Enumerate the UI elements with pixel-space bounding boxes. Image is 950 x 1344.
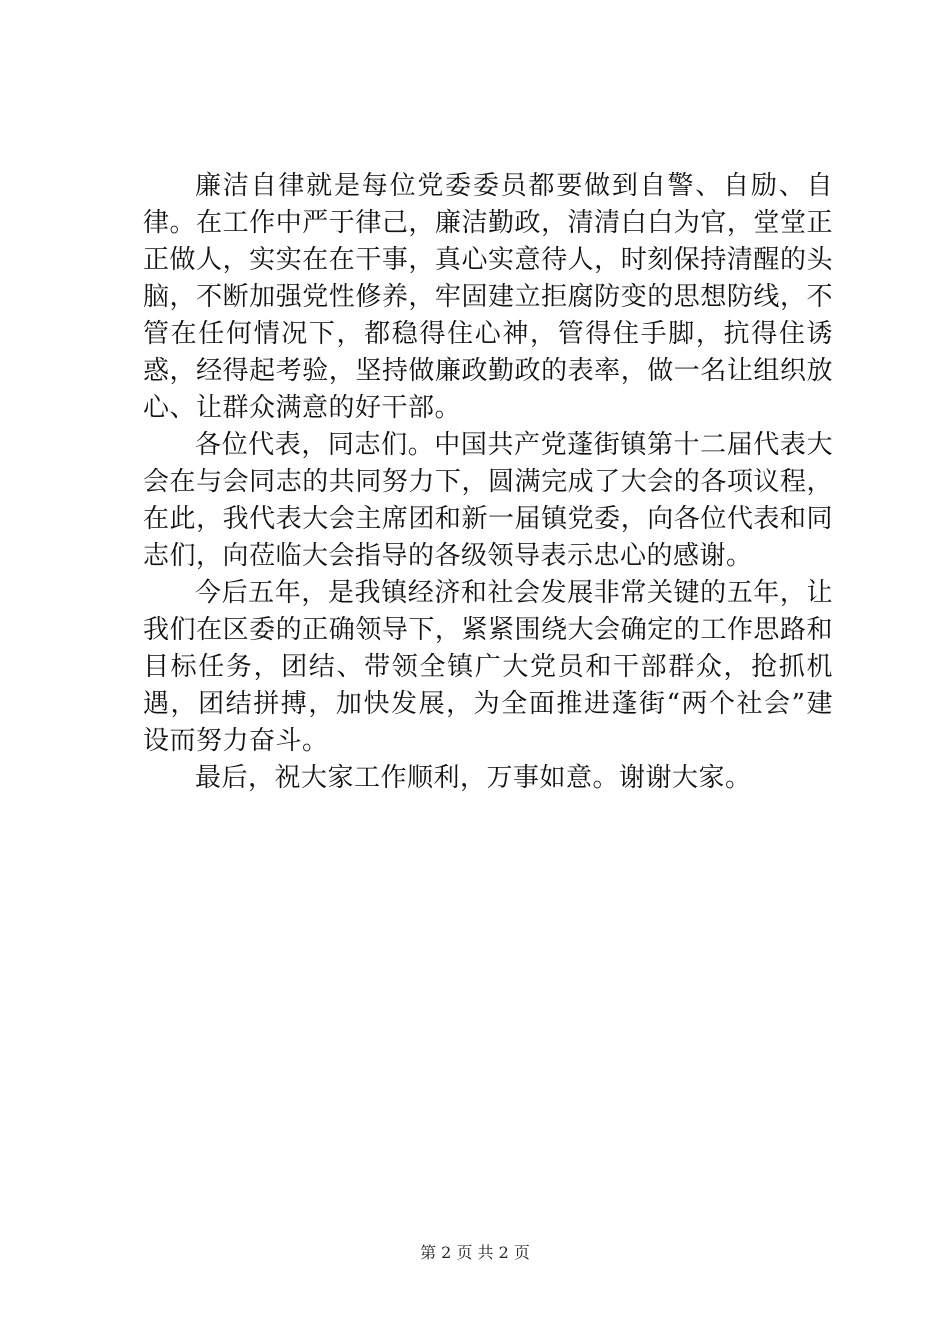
page-number-footer: 第 2 页 共 2 页: [420, 1243, 530, 1262]
paragraph-thanks: 各位代表，同志们。中国共产党蓬街镇第十二届代表大会在与会同志的共同努力下，圆满完成了大会的各项议程，在此，我代表大会主席团和新一届镇党委，向各位代表和同志们，向莅临大会指导的各级领导表示忠心的感谢。: [143, 430, 833, 571]
paragraph-closing: 最后，祝大家工作顺利，万事如意。谢谢大家。: [195, 763, 752, 793]
paragraph-next-five-years: 今后五年，是我镇经济和社会发展非常关键的五年，让我们在区委的正确领导下，紧紧围绕大会确定的工作思路和目标任务，团结、带领全镇广大党员和干部群众，抢抓机遇，团结拼搏，加快发展，为全面推进蓬街“两个社会”建设而努力奋斗。: [143, 578, 833, 756]
document-body: [143, 168, 833, 797]
paragraph-integrity: 廉洁自律就是每位党委委员都要做到自警、自励、自律。在工作中严于律己，廉洁勤政，清清白白为官，堂堂正正做人，实实在在干事，真心实意待人，时刻保持清醒的头脑，不断加强党性修养，牢固建立拒腐防变的思想防线，不管在任何情况下，都稳得住心神，管得住手脚，抗得住诱惑，经得起考验，坚持做廉政勤政的表率，做一名让组织放心、让群众满意的好干部。: [143, 171, 833, 423]
